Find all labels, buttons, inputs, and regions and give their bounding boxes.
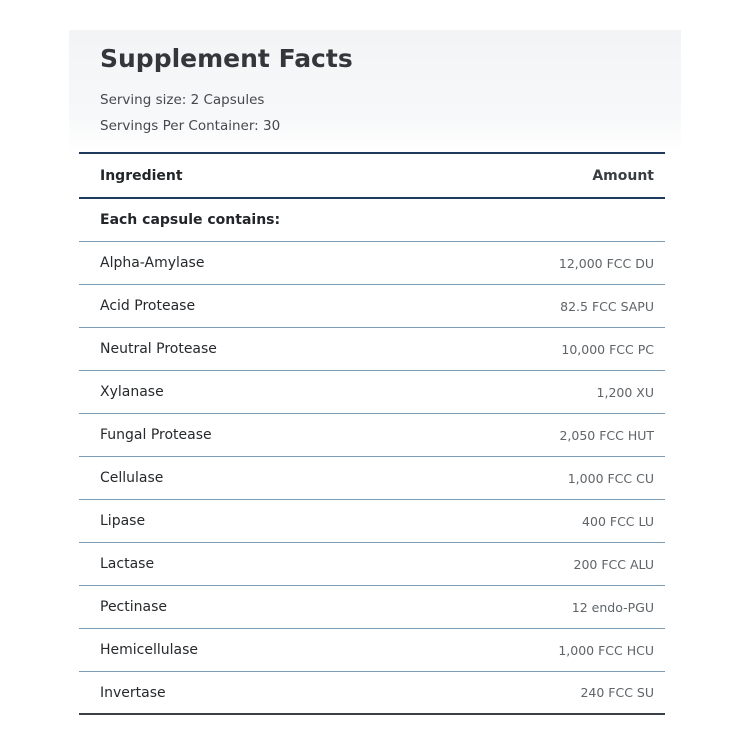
table-row [79, 414, 665, 457]
ingredient-column-header: Ingredient [100, 167, 183, 184]
table-row [79, 629, 665, 672]
ingredient-name: Neutral Protease [100, 341, 217, 357]
ingredient-amount: 200 FCC ALU [573, 556, 654, 572]
ingredient-amount: 1,200 XU [596, 384, 654, 400]
ingredient-amount: 12 endo-PGU [571, 599, 654, 615]
ingredient-amount: 12,000 FCC DU [558, 255, 654, 271]
table-row [79, 328, 665, 371]
table-row [79, 285, 665, 328]
table-row [79, 457, 665, 500]
ingredient-amount: 82.5 FCC SAPU [560, 298, 654, 314]
ingredient-name: Fungal Protease [100, 427, 212, 443]
table-row [79, 242, 665, 285]
section-label-row [79, 199, 665, 242]
supplement-facts-table [79, 152, 665, 715]
ingredient-name: Lipase [100, 513, 146, 529]
ingredient-name: Lactase [100, 556, 155, 572]
table-row [79, 500, 665, 543]
ingredient-name: Invertase [100, 684, 166, 701]
table-row [79, 543, 665, 586]
ingredient-name: Cellulase [100, 470, 164, 486]
ingredient-amount: 1,000 FCC HCU [558, 642, 654, 658]
ingredient-amount: 240 FCC SU [580, 685, 654, 700]
ingredient-name: Xylanase [100, 384, 164, 400]
ingredient-name: Alpha-Amylase [100, 255, 205, 271]
ingredient-amount: 400 FCC LU [582, 513, 654, 529]
section-label: Each capsule contains: [100, 212, 281, 228]
ingredient-name: Hemicellulase [100, 642, 199, 658]
ingredient-amount: 2,050 FCC HUT [559, 427, 654, 443]
ingredient-amount: 1,000 FCC CU [567, 470, 654, 486]
table-row [79, 672, 665, 715]
ingredient-name: Pectinase [100, 599, 167, 615]
amount-column-header: Amount [592, 167, 654, 184]
page-title: Supplement Facts [100, 44, 353, 73]
table-header-row [79, 154, 665, 197]
ingredient-amount: 10,000 FCC PC [561, 341, 654, 357]
servings-per-container: Servings Per Container: 30 [100, 118, 281, 134]
ingredient-name: Acid Protease [100, 298, 196, 314]
serving-size: Serving size: 2 Capsules [100, 92, 265, 108]
table-row [79, 371, 665, 414]
table-row [79, 586, 665, 629]
